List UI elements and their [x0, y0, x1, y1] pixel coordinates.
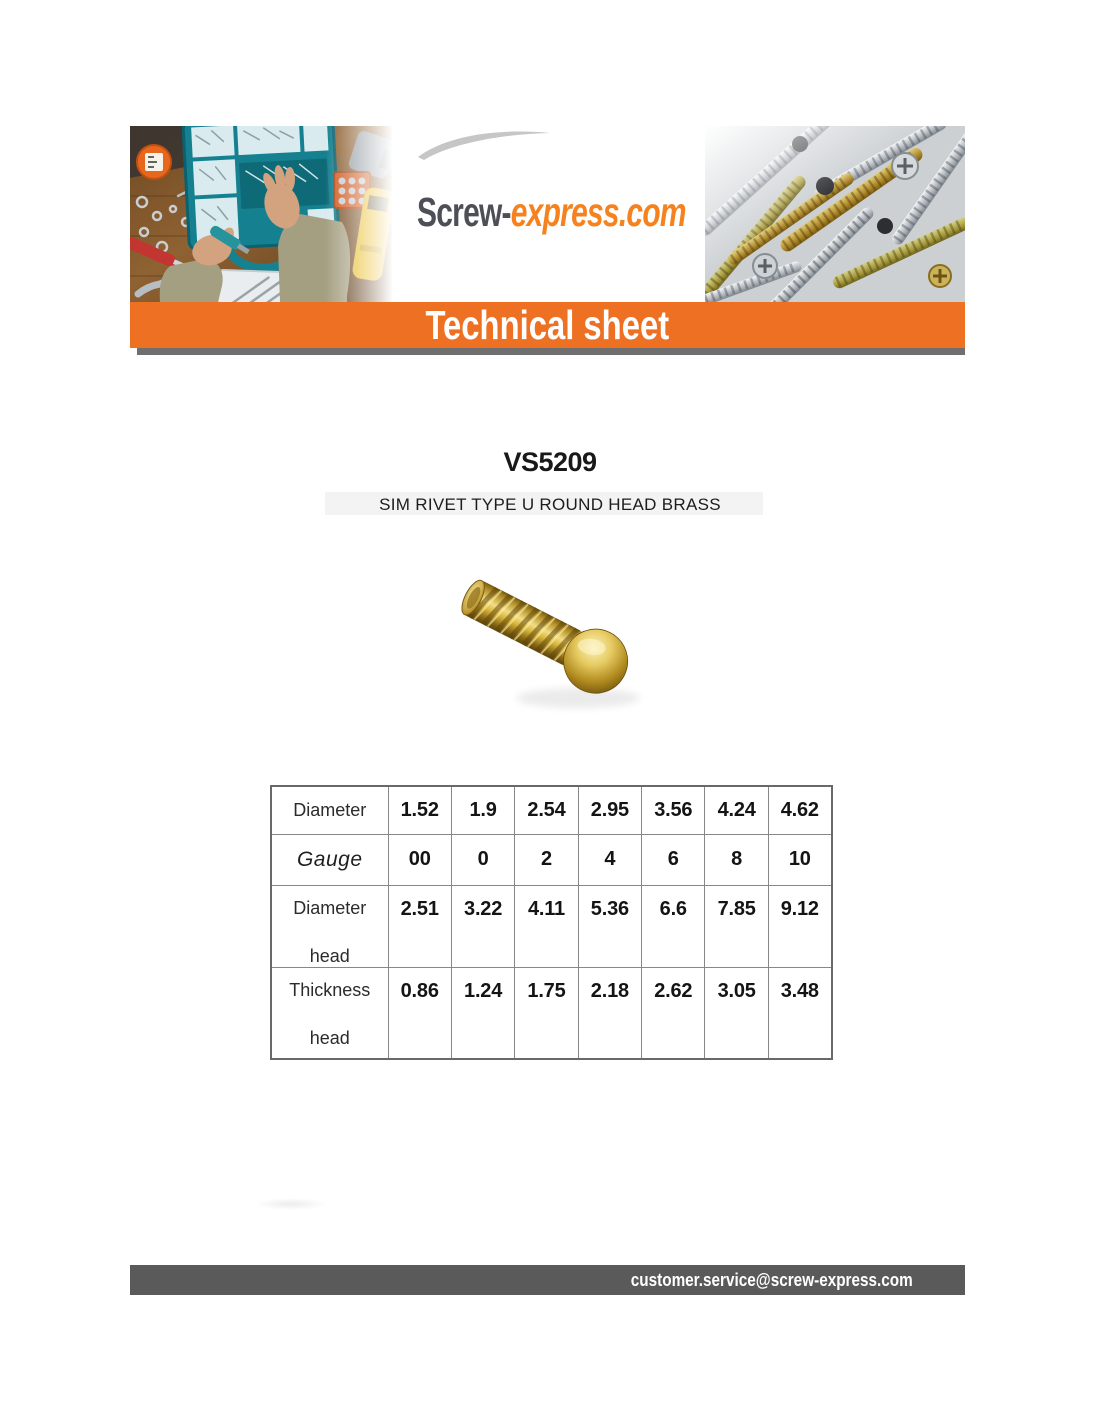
- row-label-thickness-head: [271, 967, 388, 1059]
- product-code: VS5209: [503, 447, 597, 477]
- row-label-text: Diameter: [293, 799, 367, 820]
- spec-value: 1.52: [388, 786, 451, 834]
- header-banner: [130, 126, 965, 302]
- workbench-photo: [130, 126, 393, 302]
- spec-value: 9.12: [768, 885, 831, 967]
- spec-value: 2.51: [388, 885, 451, 967]
- table-row-gauge: [271, 834, 832, 885]
- spec-value: 1.75: [515, 967, 578, 1059]
- logo-text-gray: Screw-: [417, 189, 511, 235]
- spec-value: 10: [768, 834, 831, 885]
- spec-value: 6: [642, 834, 705, 885]
- footer-bar: [130, 1265, 965, 1295]
- spec-table: [270, 785, 833, 1060]
- logo-text-orange: express.com: [510, 189, 686, 235]
- row-label-text: Thickness: [289, 979, 371, 1000]
- spec-value: 4: [578, 834, 641, 885]
- product-photo-rivet: [448, 556, 668, 721]
- spec-value: 2.95: [578, 786, 641, 834]
- table-row-thickness-head: [271, 967, 832, 1059]
- spec-value: 2: [515, 834, 578, 885]
- spec-value: 1.9: [451, 786, 514, 834]
- row-label-diameter-head: [271, 885, 388, 967]
- product-name: SIM RIVET TYPE U ROUND HEAD BRASS: [379, 495, 721, 514]
- row-label-text: Gauge: [296, 847, 363, 871]
- customer-service-email[interactable]: customer.service@screw-express.com: [631, 1270, 913, 1290]
- spec-value: 3.22: [451, 885, 514, 967]
- spec-value: 0.86: [388, 967, 451, 1059]
- spec-value: 4.11: [515, 885, 578, 967]
- site-logo: [417, 190, 686, 234]
- spec-value: 00: [388, 834, 451, 885]
- spec-value: 2.62: [642, 967, 705, 1059]
- spec-value: 0: [451, 834, 514, 885]
- banner-shadow-strip: [137, 348, 965, 355]
- spec-value: 7.85: [705, 885, 768, 967]
- spec-value: 4.24: [705, 786, 768, 834]
- table-row-diameter: [271, 786, 832, 834]
- scan-smudge: [255, 1198, 327, 1210]
- spec-value: 3.56: [642, 786, 705, 834]
- spec-value: 4.62: [768, 786, 831, 834]
- screw-pile-photo: [705, 126, 965, 302]
- spec-value: 2.18: [578, 967, 641, 1059]
- spec-value: 8: [705, 834, 768, 885]
- row-label-diameter: [271, 786, 388, 834]
- row-label-text2: head: [309, 945, 350, 966]
- logo-swoosh-icon: [416, 126, 556, 160]
- spec-value: 5.36: [578, 885, 641, 967]
- spec-value: 1.24: [451, 967, 514, 1059]
- table-row-diameter-head: [271, 885, 832, 967]
- row-label-text2: head: [309, 1027, 350, 1048]
- technical-sheet-label: Technical sheet: [425, 301, 670, 348]
- spec-value: 3.48: [768, 967, 831, 1059]
- spec-value: 2.54: [515, 786, 578, 834]
- spec-value: 3.05: [705, 967, 768, 1059]
- row-label-text: Diameter: [293, 897, 367, 918]
- technical-sheet-banner: [130, 302, 965, 348]
- spec-value: 6.6: [642, 885, 705, 967]
- row-label-gauge: [271, 834, 388, 885]
